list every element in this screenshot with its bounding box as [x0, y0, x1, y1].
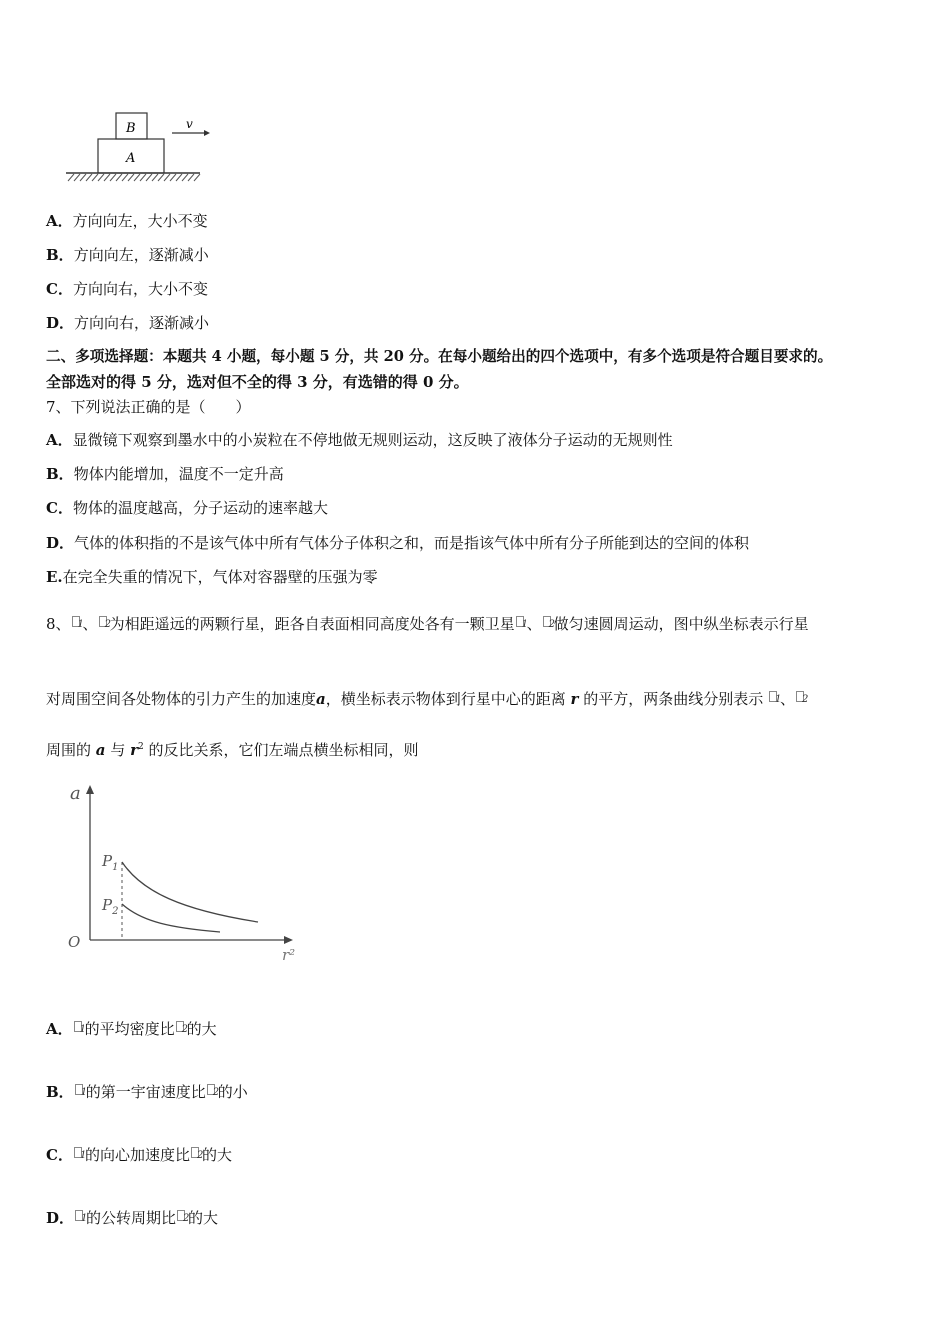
q8-text: 的平方，两条曲线分别表示: [583, 690, 764, 708]
option-text: 方向向右，逐渐减小: [74, 314, 210, 332]
option-text: 气体的体积指的不是该气体中所有气体分子体积之和，而是指该气体中所有分子所能到达的空间的体积: [74, 534, 750, 552]
option-text: 显微镜下观察到墨水中的小炭粒在不停地做无规则运动，这反映了液体分子运动的无规则性: [72, 431, 673, 449]
section2-heading-line1: 二、多项选择题：本题共 4 小题，每小题 5 分，共 20 分。在每小题给出的四个选项中，有多个选项是符合题目要求的。: [46, 348, 833, 365]
option-letter: B．: [46, 246, 74, 264]
q6-option-d: [46, 313, 209, 333]
planet-p2-placeholder: 2: [99, 616, 109, 630]
x-axis-arrowhead: [284, 936, 293, 944]
planet-p1-placeholder: 1: [75, 1084, 85, 1098]
q8-text: 做匀速圆周运动，图中纵坐标表示行星: [553, 615, 809, 633]
separator: 、: [780, 690, 796, 708]
option-text: 方向向左，大小不变: [72, 212, 208, 230]
planet-p1-placeholder: 1: [769, 691, 779, 705]
option-letter: C．: [46, 499, 73, 517]
velocity-arrowhead: [204, 130, 210, 136]
option-text: 的公转周期比: [86, 1209, 177, 1227]
separator: 、: [82, 615, 98, 633]
q8-stem-line2: [46, 689, 807, 709]
q8-number: 8、: [46, 615, 71, 633]
satellite-s2-placeholder: 2: [543, 616, 553, 630]
option-letter: A．: [46, 431, 73, 449]
separator: 、: [526, 615, 542, 633]
point-p2-label: $P_2$: [102, 896, 119, 917]
q8-option-a: [46, 1019, 217, 1039]
option-letter: D．: [46, 314, 75, 332]
q6-option-b: [46, 245, 209, 265]
x-axis-label: r²: [282, 946, 296, 964]
velocity-label: v: [186, 117, 193, 131]
q8-text: ，横坐标表示物体到行星中心的距离: [325, 690, 566, 708]
planet-p2-placeholder: 2: [796, 691, 806, 705]
q7-option-c: [46, 498, 328, 518]
q7-stem: 7、下列说法正确的是（ ）: [46, 398, 251, 416]
q7-option-e: [46, 567, 378, 587]
q8-option-c: [46, 1145, 232, 1165]
blocks-figure: [60, 105, 220, 190]
satellite-s1-placeholder: 1: [516, 616, 526, 630]
q8-text: 与: [110, 741, 126, 759]
option-letter: B．: [46, 465, 74, 483]
option-letter: E.: [46, 568, 63, 586]
satellite-s1-placeholder: 1: [74, 1147, 84, 1161]
option-text: 在完全失重的情况下，气体对容器壁的压强为零: [62, 568, 378, 586]
option-text: 的小: [217, 1083, 248, 1101]
q7-option-a: [46, 430, 673, 450]
curve-p1: [122, 862, 258, 922]
option-letter: A．: [46, 1020, 73, 1038]
satellite-s1-placeholder: 1: [75, 1210, 85, 1224]
origin-label: O: [68, 933, 81, 951]
acceleration-graph: [62, 782, 312, 967]
var-a: a: [95, 741, 106, 759]
satellite-s2-placeholder: 2: [177, 1210, 187, 1224]
option-text: 的大: [188, 1209, 219, 1227]
planet-p1-placeholder: 1: [72, 616, 82, 630]
planet-p1-placeholder: 1: [74, 1021, 84, 1035]
q8-stem-line1: [46, 614, 809, 634]
q7-option-b: [46, 464, 284, 484]
option-text: 的第一宇宙速度比: [85, 1083, 206, 1101]
option-letter: B．: [46, 1083, 74, 1101]
q8-text: 为相距遥远的两颗行星，距各自表面相同高度处各有一颗卫星: [109, 615, 515, 633]
ground-hatch: [68, 174, 200, 181]
q8-option-d: [46, 1208, 218, 1228]
option-letter: C．: [46, 1146, 73, 1164]
y-axis-arrowhead: [86, 785, 94, 794]
block-b-label: B: [126, 121, 136, 136]
superscript: 2: [138, 742, 144, 752]
y-axis-label: a: [70, 783, 81, 804]
q8-stem-line3: [46, 737, 419, 760]
option-letter: D．: [46, 1209, 75, 1227]
option-text: 的大: [186, 1020, 217, 1038]
option-text: 方向向左，逐渐减小: [73, 246, 209, 264]
option-text: 的平均密度比: [84, 1020, 175, 1038]
q6-option-c: [46, 279, 208, 299]
satellite-s2-placeholder: 2: [191, 1147, 201, 1161]
var-r: r: [570, 690, 579, 708]
planet-p2-placeholder: 2: [176, 1021, 186, 1035]
option-text: 的大: [201, 1146, 232, 1164]
planet-p2-placeholder: 2: [207, 1084, 217, 1098]
point-p1-label: $P_1$: [102, 852, 119, 873]
q8-text: 对周围空间各处物体的引力产生的加速度: [46, 690, 317, 708]
option-letter: D．: [46, 534, 75, 552]
var-a: a: [316, 690, 326, 708]
q6-option-a: [46, 211, 208, 231]
option-letter: C．: [46, 280, 73, 298]
option-text: 方向向右，大小不变: [72, 280, 208, 298]
option-text: 物体内能增加，温度不一定升高: [73, 465, 284, 483]
block-a-label: A: [126, 151, 136, 166]
section2-heading-line2: 全部选对的得 5 分，选对但不全的得 3 分，有选错的得 0 分。: [46, 373, 469, 391]
curve-p2: [122, 904, 220, 932]
q8-option-b: [46, 1082, 248, 1102]
q8-text: 的反比关系，它们左端点横坐标相同，则: [148, 741, 419, 759]
option-letter: A．: [46, 212, 73, 230]
option-text: 的向心加速度比: [84, 1146, 190, 1164]
option-text: 物体的温度越高，分子运动的速率越大: [72, 499, 328, 517]
q8-text: 周围的: [46, 741, 92, 759]
q7-option-d: [46, 533, 749, 553]
var-r: r: [130, 741, 139, 759]
